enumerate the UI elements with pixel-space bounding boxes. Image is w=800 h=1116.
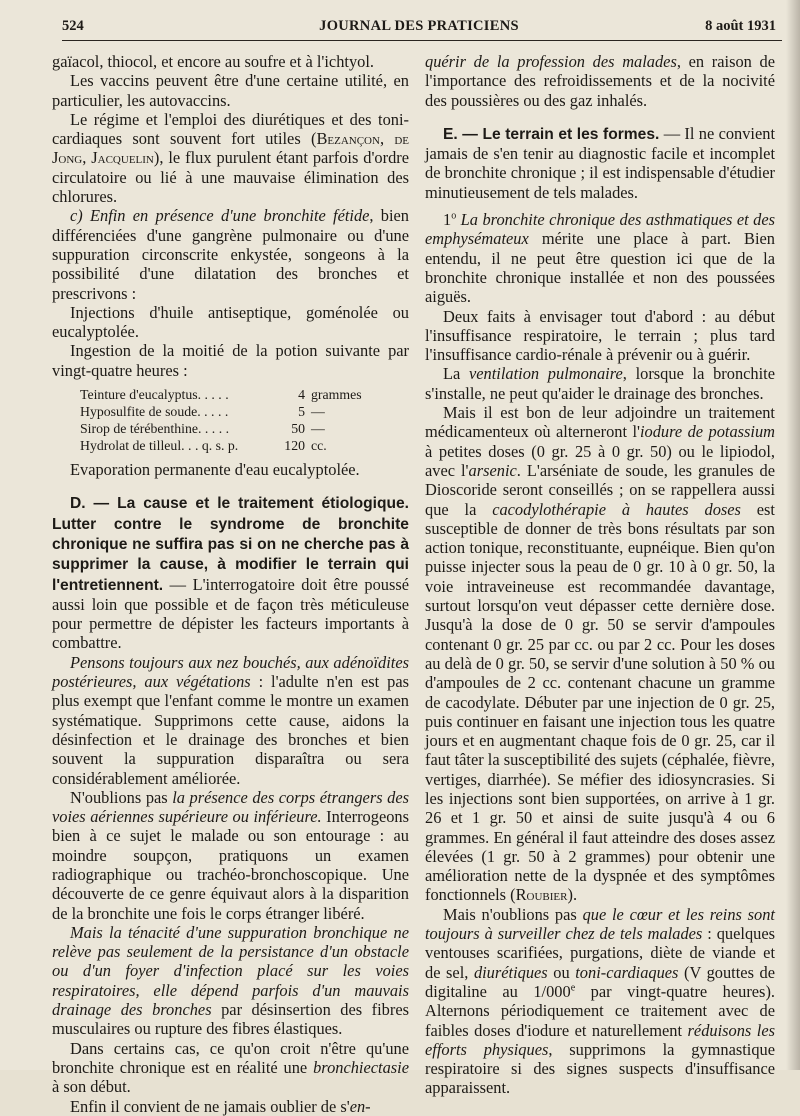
text-run: —: [311, 404, 325, 420]
text-run: Mais n'oublions pas: [443, 904, 583, 924]
text-run: Teinture d'eucalyptus. . . . .: [80, 387, 229, 403]
text-run: : l'adulte n'en est pas plus exempt que l'enfant comme le montre un examen systématique. Supprimons cette cause, aidons la désinfection et le drainage des bronches et bien souvent la suppuration disparaîtra ou sera considérablement améliorée.: [52, 672, 409, 788]
paragraph: [425, 52, 775, 110]
prescription-row: [80, 386, 371, 403]
text-run: cacodylothérapie à hautes doses: [492, 499, 741, 519]
paragraph: [52, 923, 409, 1039]
text-run: — L'interrogatoire doit être poussé aussi loin que possible et de façon très méticuleuse pour permettre de dépister les facteurs importants à combattre.: [52, 574, 409, 653]
text-run: N'oublions pas: [70, 787, 173, 807]
page-number: 524: [62, 18, 84, 34]
text-run: Sirop de térébenthine. . . . .: [80, 421, 230, 437]
text-run: toni-cardiaques: [575, 962, 679, 982]
paragraph: [52, 110, 409, 206]
text-run: Enfin il convient de ne jamais oublier de s': [70, 1096, 350, 1116]
text-run: 5: [298, 404, 305, 420]
paragraph: [52, 341, 409, 380]
text-run: mérite une place à part. Bien entendu, il ne peut être question ici que de la bronchite chronique installée et non des poussées aiguës.: [425, 229, 775, 307]
paragraph: [425, 307, 775, 365]
text-run: Hydrolat de tilleul. . . q. s. p.: [80, 438, 239, 454]
text-run: est susceptible de donner de très bons résultats par son action tonique, reconstituante, eupnéique. Bien qu'on puisse injecter sous la peau de 0 gr. 10 à 0 gr. 50, la voie intraveineuse est recommandée davantage, surtout lorsqu'on veut dépasser cette dernière dose. Jusqu'à la dose de 0 gr. 50 se servir d'ampoules contenant 0 gr. 25 par cc. ou par 2 cc. Pour les doses au delà de 0 gr. 50, se servir d'une solution à 50 % ou d'ampoules de 2 cc. contenant chacune un gramme de cacodylate. Débuter par une injection de 0 gr. 25, puis continuer en faisant une injection tous les quatre jours et en augmentant chaque fois de 0 gr. 25, car il faut tâter la susceptibilité des sujets (céphalée, fièvre, vertiges, diarrhée). Se méfier des idiosyncrasies. Si les injections sont bien supportées, on arrive à 1 gr. 26 et 1 gr. 50 et ainsi de suite jusqu'à 4 ou 6 grammes. En général il faut atteindre des doses assez élevées (1 gr. 50 à 2 grammes) pour obtenir une amélioration nette de la dyspnée et des symptômes fonctionnels (: [425, 499, 775, 905]
author-name: de Jong: [52, 129, 409, 168]
text-run: , en raison de l'importance des refroidissements et de la nocivité des poussières ou des gaz inhalés.: [425, 52, 775, 110]
text-run: , lorsque la bronchite s'installe, ne peut qu'aider le drainage des bronches.: [425, 364, 775, 403]
text-run: E. —: [443, 125, 483, 143]
paragraph: [425, 403, 775, 905]
paragraph: [52, 1039, 409, 1097]
paragraph: [425, 364, 775, 403]
text-run: . L'arséniate de soude, les granules de Dioscoride seront conseillés ; on se rappellera aussi que la: [425, 460, 775, 519]
text-run: —: [311, 421, 325, 437]
prescription-row: [80, 420, 371, 437]
header-rule: [62, 40, 782, 41]
paragraph: [52, 303, 409, 342]
text-run: — Il ne convient jamais de s'en tenir au diagnostic facile et incomplet de bronchite chronique ; il est indispensable d'étudier minutieusement de tels malades.: [425, 123, 776, 202]
text-run: (V gouttes de digitaline au 1/000: [425, 962, 775, 1001]
text-run: 50: [291, 421, 305, 437]
text-run: Ingestion de la moitié de la potion suivante par vingt-quatre heures :: [52, 341, 409, 380]
text-run: grammes: [311, 387, 362, 403]
prescription-table: [80, 386, 371, 454]
text-run: ), le flux purulent étant parfois d'ordre circulatoire ou lié à une mauvaise élimination des chlorures.: [52, 148, 410, 207]
issue-date: 8 août 1931: [705, 18, 776, 34]
text-run: La: [443, 364, 469, 384]
running-header: [62, 18, 776, 40]
journal-title: JOURNAL DES PRATICIENS: [319, 18, 519, 34]
text-run: par désinsertion des fibres musculaires ou rupture des fibres élastiques.: [52, 1000, 409, 1039]
text-run: iodure de potassium: [639, 422, 775, 442]
text-run: ,: [379, 129, 395, 149]
section-heading: La cause et le traitement étiologique. Lutter contre le syndrome de bronchite chronique ne suffira pas si on ne cherche pas à supprimer la cause, à modifier le terrain qui l'entretiennent.: [52, 495, 410, 594]
text-run: 120: [284, 438, 305, 454]
text-run: en-: [349, 1096, 371, 1116]
text-run: Interrogeons bien à ce sujet le malade ou son entourage : au moindre soupçon, pratiquons un examen radiographique ou trachéo-bronchoscopique. Une découverte de ce genre équivaut alors à la disparition de la bronchite une fois le corps étranger libéré.: [52, 807, 409, 923]
section-e: [425, 124, 775, 202]
text-run: Mais il est bon de leur adjoindre un traitement médicamenteux où alterneront l': [425, 403, 775, 442]
paragraph: [52, 460, 409, 479]
text-run: que le cœur et les reins sont toujours à surveiller chez de tels malades: [425, 904, 775, 944]
author-name: Bezançon: [316, 129, 380, 149]
text-run: , bien différenciées d'une gangrène pulmonaire ou d'une suppuration circonscrite enkystée, songeons à la possibilité d'une dilatation des bronches et prescrivons :: [52, 206, 409, 303]
text-run: Pensons toujours aux nez bouchés, aux adénoïdites postérieures, aux végétations: [52, 652, 409, 692]
paragraph: [52, 206, 409, 302]
paragraph: [425, 210, 775, 306]
text-run: Hyposulfite de soude. . . . .: [80, 404, 229, 420]
text-run: ).: [567, 885, 578, 905]
paragraph: [425, 905, 775, 1098]
section-d: [52, 493, 409, 652]
text-run: Enfin en présence d'une bronchite fétide: [89, 206, 370, 226]
text-run: Les vaccins peuvent être d'une certaine utilité, en particulier, les autovaccins.: [52, 71, 409, 110]
text-run: ,: [82, 148, 92, 168]
text-run: réduisons les efforts physiques: [425, 1020, 775, 1059]
paragraph: [52, 52, 409, 71]
paragraph: [52, 71, 409, 110]
text-run: par vingt-quatre heures). Alternons périodiquement ce traitement avec de faibles doses d'iodure et naturellement: [425, 981, 775, 1040]
text-run: Deux faits à envisager tout d'abord : au début l'insuffisance respiratoire, le terrain ; plus tard l'insuffisance cardio-rénale à prévenir ou à guérir.: [425, 306, 775, 365]
text-run: à son début.: [52, 1077, 131, 1097]
section-heading: Le terrain et les formes.: [482, 125, 660, 143]
text-run: Evaporation permanente d'eau eucalyptolée.: [70, 460, 360, 480]
text-run: ventilation pulmonaire: [469, 364, 623, 384]
text-run: Mais la ténacité d'une suppuration bronchique ne relève pas seulement de la persistance d'un obstacle ou d'un foyer d'infection placé sur les voies respiratoires, elle dépend parfois d'un mauvais drainage des bronches: [52, 922, 409, 1020]
text-run: à petites doses (0 gr. 25 à 0 gr. 50) ou le lipiodol, avec l': [425, 441, 775, 480]
text-run: c): [70, 206, 90, 226]
text-run: bronchiectasie: [313, 1057, 409, 1077]
text-run: La bronchite chronique des asthmatiques et des emphysémateux: [425, 210, 775, 249]
prescription-row: [80, 437, 371, 454]
text-run: Le régime et l'emploi des diurétiques et des toni-cardiaques sont souvent fort utiles (: [52, 109, 409, 149]
text-run: ou: [547, 962, 576, 982]
text-run: D. —: [70, 495, 118, 513]
text-run: diurétiques: [473, 962, 548, 982]
author-name: Jacquelin: [91, 148, 154, 168]
text-run: arsenic: [468, 460, 517, 480]
text-run: : quelques ventouses scarifiées, purgations, diète de viande et de sel,: [425, 924, 775, 982]
paragraph: [52, 653, 409, 788]
text-run: 4: [298, 387, 305, 403]
left-column: [52, 52, 409, 1116]
text-run: quérir de la profession des malades: [425, 52, 677, 71]
text-run: , supprimons la gymnastique respiratoire si des signes suspects d'insuffisance apparaissent.: [425, 1039, 775, 1098]
text-run: gaïacol, thiocol, et encore au soufre et à l'ichtyol.: [52, 52, 374, 71]
text-run: o: [451, 210, 457, 222]
text-run: Dans certains cas, ce qu'on croit n'être qu'une bronchite chronique est en réalité une: [52, 1038, 409, 1077]
text-run: e: [570, 982, 576, 994]
author-name: Roubier: [515, 885, 568, 905]
prescription-row: [80, 403, 371, 420]
text-run: Injections d'huile antiseptique, goménolée ou eucalyptolée.: [52, 302, 409, 342]
right-column: [425, 52, 775, 1098]
paragraph: [52, 1097, 409, 1116]
text-run: la présence des corps étrangers des voies aériennes supérieure ou inférieure.: [52, 787, 409, 827]
paragraph: [52, 788, 409, 923]
text-run: cc.: [311, 438, 327, 454]
text-run: 1: [443, 210, 452, 230]
